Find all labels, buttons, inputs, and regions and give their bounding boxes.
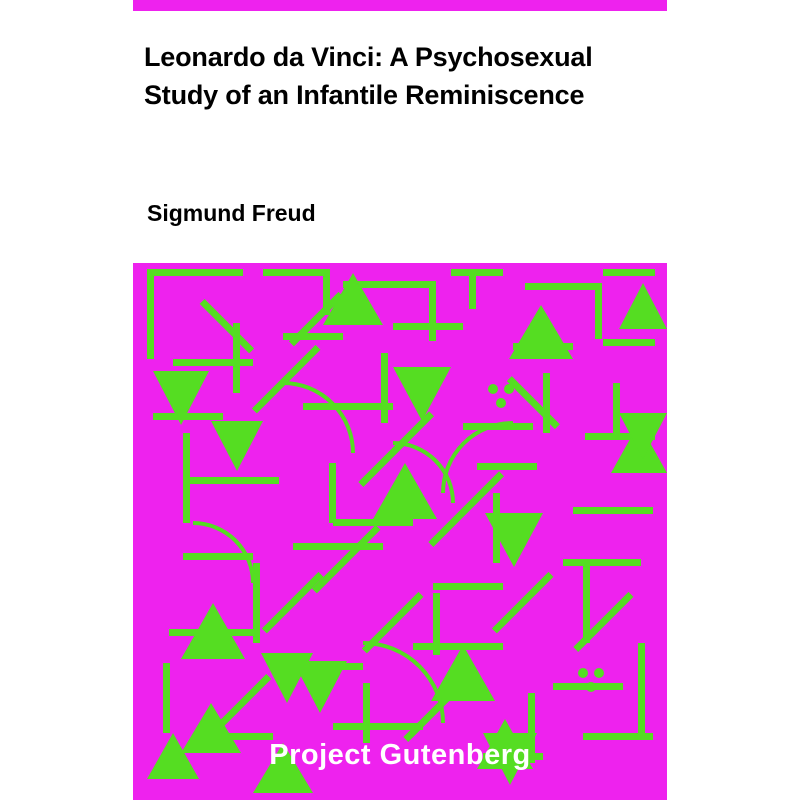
page-title: Leonardo da Vinci: A Psychosexual Study of an Infantile Reminiscence: [144, 42, 593, 110]
geometric-pattern-icon: [133, 263, 667, 800]
cover-artwork: [133, 263, 667, 800]
top-accent-bar: [133, 0, 667, 11]
publisher-brand: Project Gutenberg: [269, 739, 531, 771]
author-name: Sigmund Freud: [147, 200, 316, 226]
